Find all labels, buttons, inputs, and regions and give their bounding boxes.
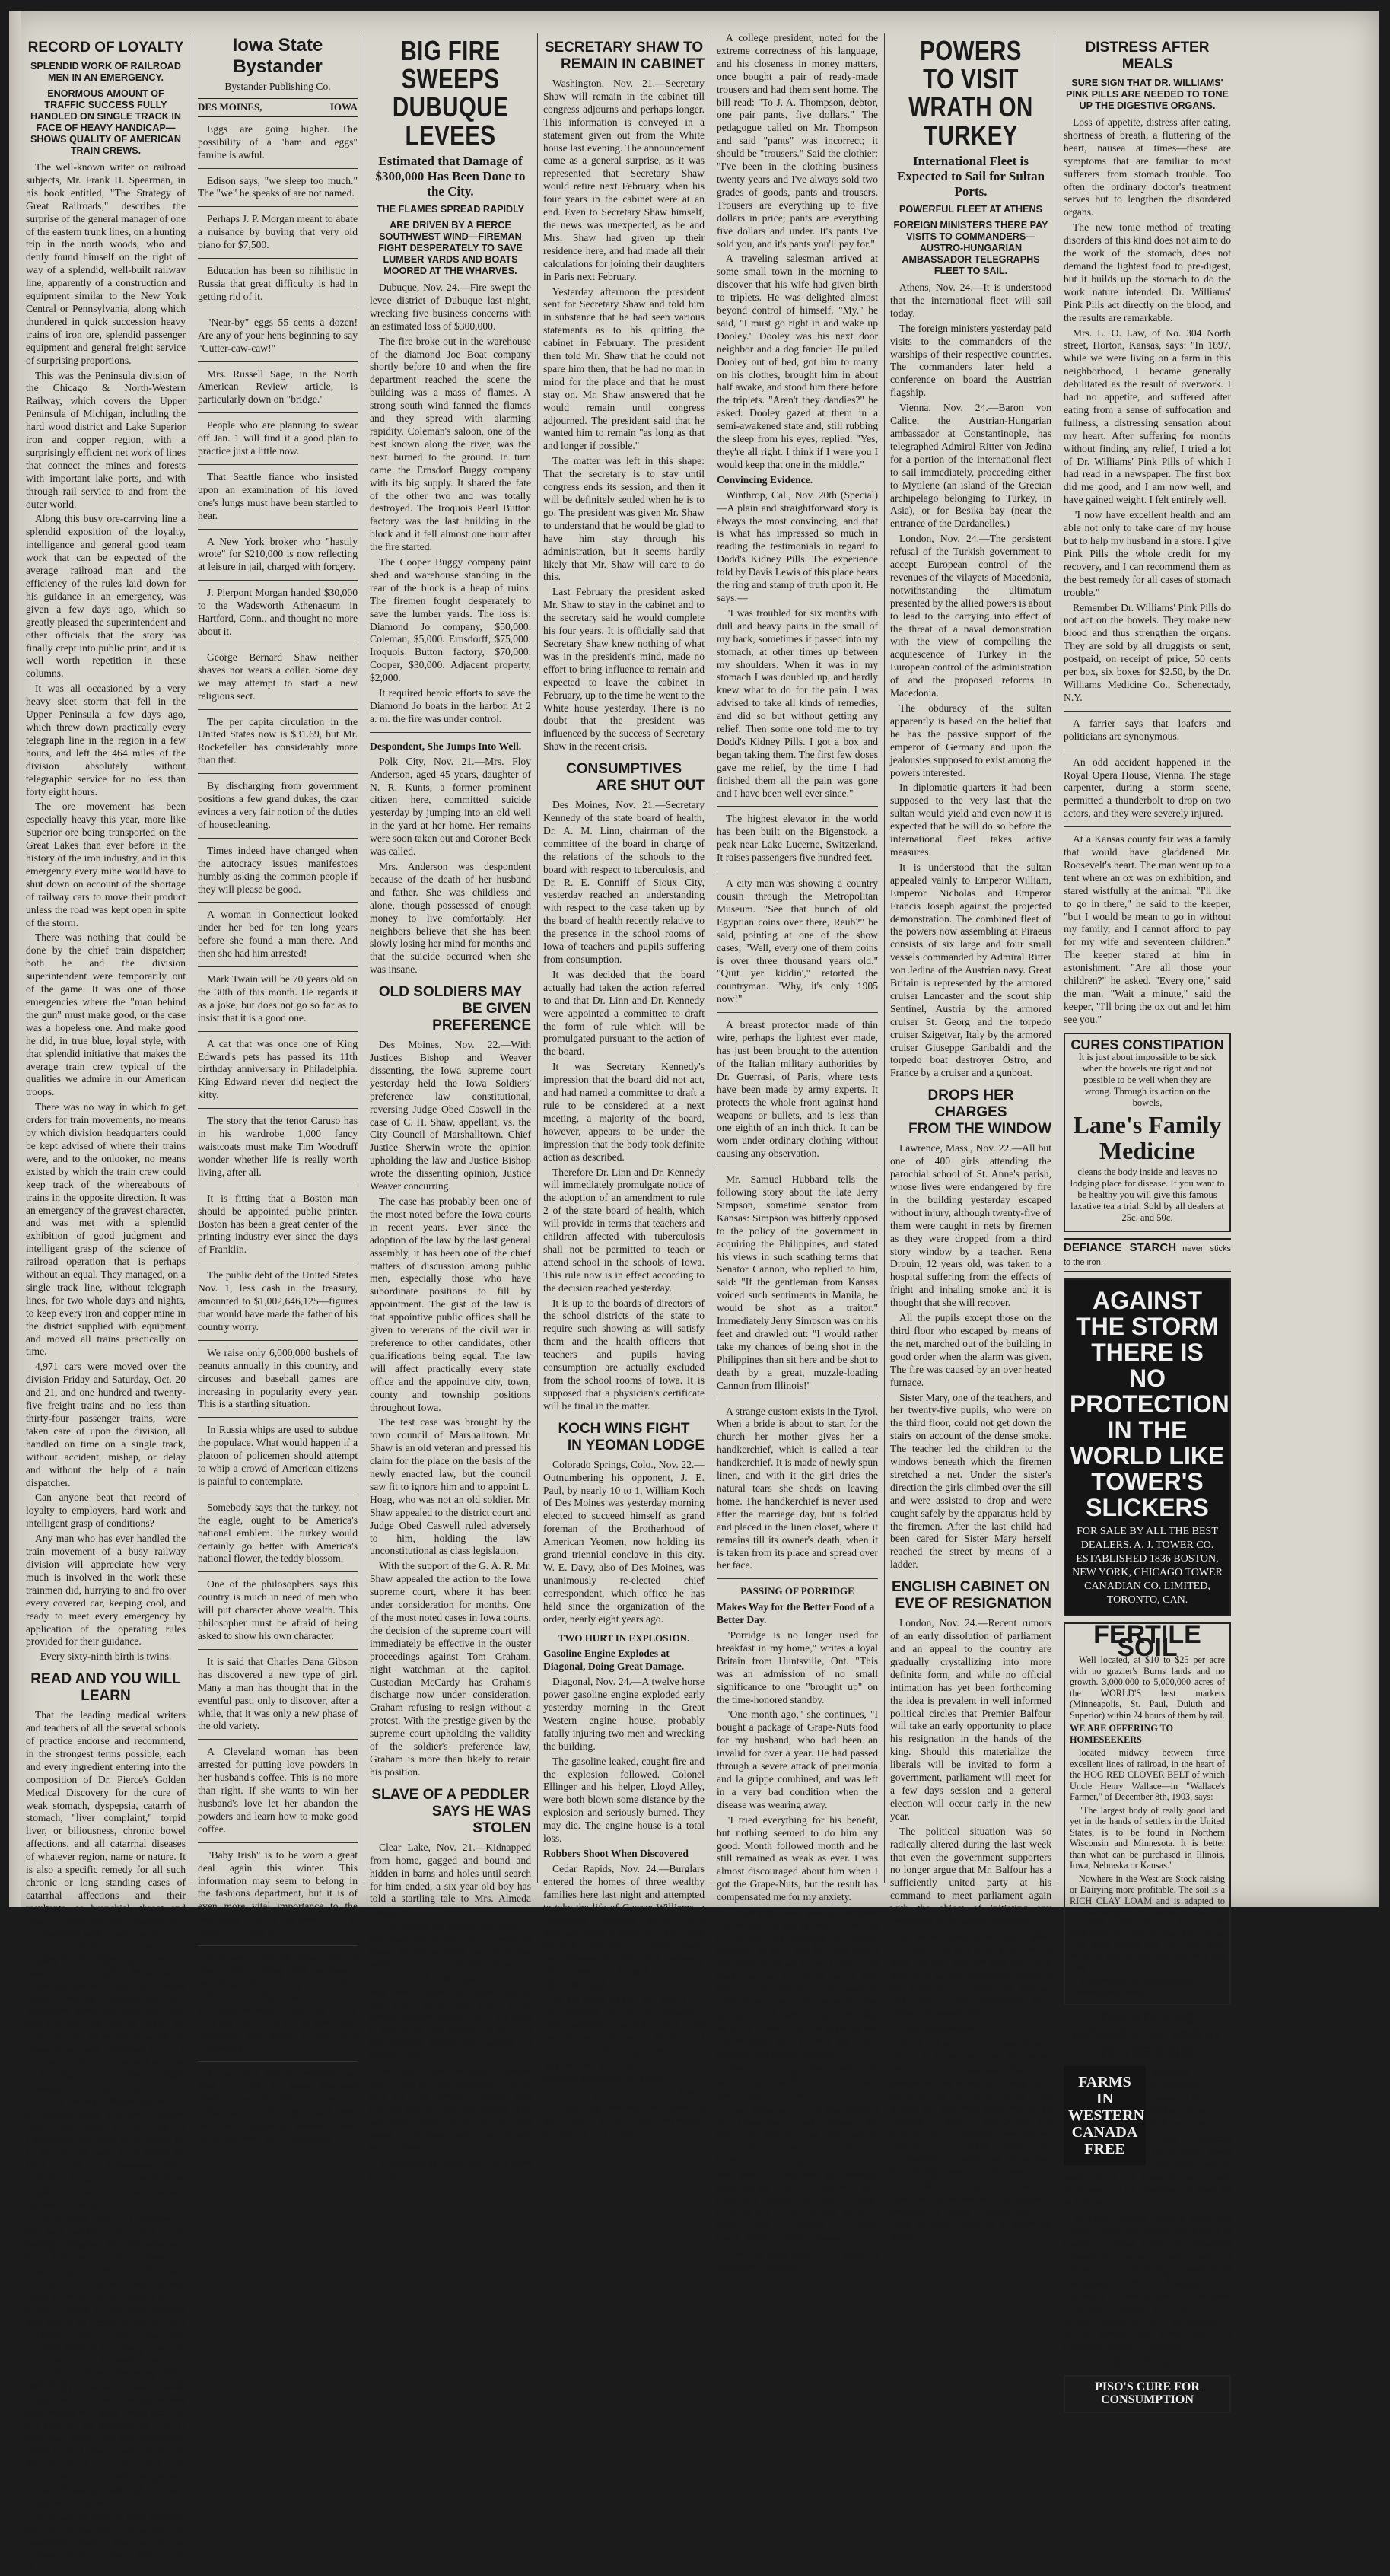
separator xyxy=(198,168,358,169)
editorial-paragraph: Edison says, "we sleep too much." The "we" he speaks of are not named. xyxy=(198,174,358,199)
editorial-paragraph: It is semi officially announced in Spain that nothing will be known regarding the marriage of King Alfonso until the king comes back from his journey to Vienna and Berlin. It is not likely that any of the lovely candidates will marry anybody else meanwhile. xyxy=(198,1952,358,2054)
headline-line: ENGLISH CABINET ON xyxy=(892,1579,1050,1596)
editorial-paragraph: J. Pierpont Morgan handed $30,000 to the Wadsworth Athenaeum in Hartford, Conn., and thought no more about it. xyxy=(198,587,358,637)
article-paragraph: There was no way in which to get orders for train movements, no means by which division headquarters could be kept advised of where their trains were, and to the onlooker, no means existed by which the train crew could keep track of the whereabouts of trains in the opposite direction. It was an emergency of the gravest character, and was met with a splendid exhibition of good judgment and intelligent grasp of the science of railroad operation that is perhaps without an equal. They managed, on a single track line, without telegraph lines, for two whole days and nights, to keep every iron and copper mine in the district supplied with equipment and moved all trains practically on time. xyxy=(26,1101,186,1358)
editorial-paragraph: "Near-by" eggs 55 cents a dozen! Are any of your hens beginning to say "Cutter-caw-caw!" xyxy=(198,316,358,354)
editorial-paragraph: It is said that Charles Dana Gibson has discovered a new type of girl. Many a man has thought that in the eventful past, only to discover, after a while, that it was only a new phase of the old variety. xyxy=(198,1655,358,1732)
article-paragraph: That the leading medical writers and teachers of all the several schools of practice endorse and recommend, in the strongest terms possible, each and every ingredient entering into the composition of Dr. Pierce's Golden Medical Discovery for the cure of weak stomach, dyspepsia, catarrh of stomach, "liver complaint," torpid liver, or biliousness, chronic bowel affections, and all catarrhal diseases of whatever region, name or nature. It is also a specific remedy for all such chronic or long standing cases of catarrhal affections and their resultants, as bronchial, throat and lung diseases (except consumption) accompanied with severe coughs. It is not so good for acute colds and coughs, but for lingering, or chronic cases it is especially efficacious in producing perfect cures. It contains Black Cherrybark, Golden Seal root, Bloodroot, Stone root, Mandrake root and Queen's root—all of which are highly praised as remedies for all the above mentioned affections by such eminent medical writers and teachers as Prof. Bartholow, of Jefferson Med. College; Prof. Hare, of the Univ. of Pa.; Prof. Finley Ellingwood, M. D., of Bennett Med. College, Chicago; Prof. John King, M. D., late of Cincinnati; Prof. John M. Scudder, M. D., late of Cincinnati; Prof. Edwin M. Hale, M. D., of Hahnemann Med. College, Chicago, and scores of others equally eminent in their several schools of practice. xyxy=(26,1709,186,2210)
separator xyxy=(198,1340,358,1341)
article-paragraph: Remember Dr. Williams' Pink Pills do not act on the bowels. They make new blood and thus strengthen the organs. They are sold by all druggists or sent, postpaid, on receipt of price, 50 cents per box, six boxes for $2.50, by the Dr. Williams Medicine Co., Schenectady, N.Y. xyxy=(1064,601,1231,703)
article-paragraph: "Porridge is no longer used for breakfast in my home," writes a loyal Britain from Huntsville, Ont. "This was an admission of no small significance to one "brought up" on the time-honored standby. xyxy=(717,1629,878,1705)
separator xyxy=(198,529,358,530)
article-paragraph: The gasoline leaked, caught fire and the explosion followed. Colonel Ellinger and his helper, Lloyd Alley, were both blown some distance by the explosion and seriously burned. They may die. The engine house is a total loss. xyxy=(543,1755,705,1845)
separator xyxy=(198,1031,358,1032)
headline: READ AND YOU WILL LEARN xyxy=(30,1671,181,1705)
article-paragraph: The fire broke out in the warehouse of the diamond Joe Boat company shortly before 10 and when the fire department reached the scene the building was a mass of flames. A strong south wind fanned the flames and they spread with alarming rapidity. Coleman's saloon, one of the best known along the river, was the next burned to the ground. In turn came the Ernsdorf Buggy company with its big supply. It shared the fate of the other two and was totally destroyed. The Iroquois Pearl Button factory was the last building in the block and it fell almost one hour after the fire started. xyxy=(370,335,531,553)
column-5 xyxy=(717,32,878,2272)
article-paragraph: Vienna, Nov. 24.—Baron von Calice, the Austrian-Hungarian ambassador at Constantinople, has telegraphed Admiral Ritter von Jedina for a portion of the international fleet to sail immediately, proceeding either to Mytilene (an island of the Grecian archipelago belonging to Turkey, in Asia), or for Besika bay (near the entrance of the Dardanelles.) xyxy=(890,402,1051,530)
headline xyxy=(370,984,531,1034)
article-paragraph: "In the one month that he has eaten Grape-Nuts he has gained 10 pounds in weight, his strength is rapidly returning to him, and he feels like a new man. Now we all eat Grape-Nuts food, and are the better for it. Our little 5 year old boy, who used to suffer from pains in the stomach after eating the old-fashioned porridge, has no more trouble since he began to use Grape-Nuts, and I have no more doctor's bills to pay for him. xyxy=(717,1906,878,2060)
article-paragraph: "Last Monday I ate 4 teaspoonfuls of Grape-Nuts and cream for breakfast, nothing else, then set to work and got my morning's work done by 9 o'clock, and felt less tired, much less, than if I had used my ordinary breakfast on meat, potatoes, etc., as I used to. I wouldn't be without Grape-Nuts in the house for any money." Name given by Postum Co., Battle Creek, Mich. There's a reason. xyxy=(717,2103,878,2244)
editorial-paragraph: One of the philosophers says this country is much in need of men who will put character above wealth. This philosopher must be afraid of being asked to show his own character. xyxy=(198,1578,358,1641)
article-paragraph: It required heroic efforts to save the Diamond Jo boats in the harbor. At 2 a. m. the fire was under control. xyxy=(370,687,531,724)
separator xyxy=(198,1417,358,1418)
ad-pisos-cure: PISO'S CURE FOR CONSUMPTION xyxy=(1064,2375,1231,2413)
column-3 xyxy=(370,32,531,2182)
editorial-paragraph: The public debt of the United States Nov. 1, less cash in the treasury, amounted to $1,002,646,125—figures that would have made the father of his country worry. xyxy=(198,1269,358,1333)
ad-title: TWENTY-FIVE BUSHELS OF WHEAT TO THE ACRE xyxy=(1073,2011,1222,2062)
headline: BIG FIRE SWEEPS DUBUQUE LEVEES xyxy=(392,35,509,151)
separator xyxy=(370,732,531,734)
article-paragraph: The "Golden Medical Discovery" is the only medicine put up for sale through druggists for like purposes, that has any such professional endorsement—worth more than any number of ordinary testimonials. Open publicity of its formula on the bottle wrapper is the best possible guaranty of its merits. A glance at this published formula will show that "Golden Medical Discovery" contains no poisonous or harmful agents and no alcohol—chemically pure, triple-refined glycerine being used instead. Glycerine is entirely unobjectionable and besides is a most useful agent in the cure of all stomach as well as bronchial, throat and lung affections. There is the highest medical authority for its use in all such cases. The "Discovery" is a concentrated glyceric extract of native, medicinal roots and is safe and reliable. xyxy=(26,2213,186,2508)
article-paragraph: At the home of Mr. and Mrs. C. F. Van Vechten the burglars secured a very valuable sealskin cloak and several cheap articles. At the home of Mr. and Mrs. B. F. Heins they took a large amount of silverware. xyxy=(543,1993,705,2070)
article-paragraph: Sister Mary, one of the teachers, and her twenty-five pupils, who were on the third floor, could not get down the stairs on account of the dense smoke. The teacher led the children to the windows beneath which the firemen stretched a net. Under the sister's direction the girls climbed over the sill and were assisted to drop and were caught safely by the apparatus held by the firemen. After the last child had been cared for Sister Mary herself reached the street by means of a ladder. xyxy=(890,1391,1051,1571)
article-paragraph: The highest elevator in the world has been built on the Bigenstock, a peak near Lake Lucerne, Switzerland. It raises passengers five hundred feet. xyxy=(717,813,878,864)
editorial-paragraph: By discharging from government positions a few grand dukes, the czar evinces a very fair notion of the duties of housecleaning. xyxy=(198,780,358,830)
ad-text: located midway between three excellent lines of railroad, in the heart of the HOG RED CLOVER BELT of which Uncle Henry Wallace—in "Wallace's Farmer," of December 8th, 1903, says: xyxy=(1070,1747,1225,1803)
article-paragraph: The new tonic method of treating disorders of this kind does not aim to do the work of the stomach, does not demand the lightest food to pre-digest, but it builds up the stomach to do the work nature intended. Dr. Williams' Pink Pills act directly on the blood, and the results are remarkable. xyxy=(1064,221,1231,323)
headline xyxy=(543,761,705,794)
editorial-paragraph: Education has been so nihilistic in Russia that great difficulty is had in getting rid of it. xyxy=(198,265,358,302)
separator xyxy=(198,966,358,967)
article-paragraph: A college president, noted for the extreme correctness of his language, and his closeness in money matters, once bought a pair of ready-made trousers and had them sent home. The bill read: "To J. A. Thompson, debtor, one pair pants, five dollars." The pedagogue called on Mr. Thompson and said "pants" was incorrect; it should be "trousers." Said the clothier: "I've been in the clothing business twenty years and I've always sold two grades of goods, pants and trousers. Trousers are everything up to five dollars in price; pants are everything five dollars and under. It's pants I've sold you, and it's pants you'll pay for." xyxy=(717,32,878,250)
headline-line: IN YEOMAN LODGE xyxy=(567,1437,705,1454)
ad-text: Nowhere in the West are Stock raising or Dairying more profitable. The soil is a RICH CLAY LOAM and is adapted to the growing of immense crops of CLOVER, TIMOTHY and ALL TAME GRASSES. The size of these lands is the way YOU should buy your land now. Write us and we will tell you why and how. xyxy=(1070,1873,1225,1973)
article-paragraph: He claims that the peddler makes him follow the wagon selling the pins, that he was beaten, abused, half starved and his life threatened. The youngster cannot remember his right name or his home town, from which he was stolen. xyxy=(370,2065,531,2154)
headline xyxy=(890,1579,1051,1613)
separator xyxy=(198,464,358,465)
ad-heading: WE ARE OFFERING TO HOMESEEKERS xyxy=(1070,1723,1174,1745)
article-paragraph: 4,971 cars were moved over the division Friday and Saturday, Oct. 20 and 21, and one hundred and twenty-five freight trains and no less than thirty-four passenger trains, were taken care of upon the division, all handled on time on a single track, without accident, mishap, or delay and without the help of a train dispatcher. xyxy=(26,1361,186,1489)
article-paragraph: "I now have excellent health and am able not only to take care of my house but to help my husband in a store. I give Pink Pills the whole credit for my recovery, and I can recommend them as the best remedy for all cases of stomach trouble." xyxy=(1064,509,1231,598)
editorial-paragraph: People who are planning to swear off Jan. 1 will find it a good plan to practice just a little now. xyxy=(198,419,358,457)
article-paragraph: Des Moines, Nov. 22.—With Justices Bishop and Weaver dissenting, the Iowa supreme court yesterday held the Iowa Soldiers' preference law constitutional, reversing Judge Obed Caswell in the case of C. H. Shaw, appellant, vs. the City Council of Marshalltown. Chief Justice Sherwin wrote the opinion upholding the law and Justice Bishop wrote the dissenting opinion, Justice Weaver concurring. xyxy=(370,1039,531,1192)
article-paragraph: Dubuque, Nov. 24.—Fire swept the levee district of Dubuque last night, wrecking five business concerns with an estimated loss of $300,000. xyxy=(370,282,531,332)
ad-towers-slickers xyxy=(1064,1278,1231,1616)
deck: International Fleet is Expected to Sail for Sultan Ports. xyxy=(896,154,1045,199)
article-paragraph: The case has probably been one of the most noted before the Iowa courts in recent years. Ever since the adoption of the law by the last general assembly, it has been one of the chief matters of discussion among public men, especially those who have subordinate positions to fill by appointment. The gist of the law is that appointive public offices shall be given to veterans of the civil war in preference to other candidates, other qualifications being equal. The law will affect practically every state office and the appointive city, town, county and township positions throughout Iowa. xyxy=(370,1196,531,1413)
article-paragraph: Mrs. L. O. Law, of No. 304 North street, Horton, Kansas, says: "In 1897, while we were living on a farm in this neighborhood, I became generally debilitated as the result of overwork. I had no appetite, and suffered after eating from a sense of suffocation and fullness, a distressing sensation about my heart. After suffering for months without finding any relief, I tried a lot of Dr. Williams' Pink Pills of which I had read in a newspaper. The first box did me good, and I am now well, and have gained weight. I felt entirely well. xyxy=(1064,326,1231,506)
headline xyxy=(543,1421,705,1454)
headline-line: SAYS HE WAS STOLEN xyxy=(431,1803,531,1836)
separator xyxy=(198,773,358,774)
column-1 xyxy=(26,32,186,2575)
editorial-paragraph: Actors in a western company are now required to wear fireproof whiskers because their place are too inflammatory. When the smell drifts over the footlights the audience wants to fire the proof of the cigarettes. xyxy=(198,2068,358,2144)
section-heading: Convincing Evidence. xyxy=(717,473,813,486)
article-paragraph: The matter was left in this shape: That the secretary is to stay until congress ends its session, and then it will be definitely settled when he is to go. The president was given Mr. Shaw to understand that he would be glad to have him stay through his administration, but it seems hardly likely that Mr. Shaw will care to do this. xyxy=(543,455,705,583)
editorial-paragraph: Eggs are going higher. The possibility of a "ham and eggs" famine is awful. xyxy=(198,123,358,161)
separator xyxy=(198,902,358,903)
ad-text: The Canadian Government gives absolutely free to every settler 160 acres of land. Lands adjoining can be purchased at from $6 to $10 per acre. xyxy=(1064,2132,1231,2209)
headline xyxy=(370,1787,531,1837)
article-paragraph: Loss of appetite, distress after eating, shortness of breath, a fluttering of the heart, nausea at times—these are symptoms that are familiar to most sufferers from stomach trouble. Too often the ordinary doctor's treatment serves but to lengthen the disordered organs. xyxy=(1064,116,1231,218)
separator xyxy=(198,838,358,839)
editorial-paragraph: The per capita circulation in the United States now is $31.69, but Mr. Rockefeller has considerably more than that. xyxy=(198,715,358,766)
column-6 xyxy=(890,32,1051,2243)
editorial-paragraph: The story that the tenor Caruso has in his wardrobe 1,000 fancy waistcoats must make Tim Woodruff wonder whether life is really worth living, after all. xyxy=(198,1115,358,1178)
masthead-title: Iowa State Bystander xyxy=(232,35,323,77)
masthead-state: IOWA xyxy=(329,100,358,113)
article-paragraph: A breast protector made of thin wire, perhaps the lightest ever made, has just been brought to the attention of the Italian military authorities by Dr. Guerrasi, of Paris, where tests have been made by army experts. It protects the whole front against hand weapons or bullets, and is less than one eighth of an inch thick. It can be worn under ordinary clothing without causing any observation. xyxy=(717,1019,878,1160)
editorial-paragraph: Mark Twain will be 70 years old on the 30th of this month. He regards it as a joke, but does not go so far as to insist that it is a good one. xyxy=(198,973,358,1024)
article-paragraph: It was Secretary Kennedy's impression that the board did not act, and had named a committee to draft a rule to be considered at a next meeting, a majority of the board, however, appears to be under the impression that the body took definite action as described. xyxy=(543,1061,705,1163)
article-paragraph: Cedar Rapids, Nov. 24.—Burglars entered the homes of three wealthy families here last night and attempted to take the life of George Williams, a prominent brewer's agent, who surprised them in their efforts to crack the safe containing the family jewels and silverware. The shot narrowly missed him and lodged in a picture above his head. xyxy=(543,1862,705,1991)
editorial-paragraph: Somebody says that the turkey, not the eagle, ought to be America's national emblem. The turkey would certainly go better with America's national flower, the teddy blossom. xyxy=(198,1501,358,1565)
deck: ENORMOUS AMOUNT OF TRAFFIC SUCCESS FULLY HANDLED ON SINGLE TRACK IN FACE OF HEAVY HANDICAP—SHOWS QUALITY OF AMERICAN TRAIN CREWS. xyxy=(30,88,181,156)
article-paragraph: A city man was showing a country cousin through the Metropolitan Museum. "See that bunch of old Egyptian coins over there, Reub?" he said, pointing at one of the show cases; "Well, every one of them coins is over three thousand years old." "Quit yer kiddin'," retorted the countryman. "Why, it's only 1905 now!" xyxy=(717,877,878,1005)
article-paragraph: London, Nov. 24.—Recent rumors of an early dissolution of parliament and an appeal to the country are gradually crystallizing into more definite form, and while no official intimation has yet been forthcoming the idea is prevalent in well informed political circles that Premier Balfour will take an early opportunity to place his resignation in the hands of the king. Should this materialize the liberals will be invited to form a government, parliament will meet for a few days session and a general election will occur early in the new year. xyxy=(890,1617,1051,1822)
ad-product-name: Lane's Family Medicine xyxy=(1073,1110,1222,1164)
editorial-paragraph: In Russia whips are used to subdue the populace. What would happen if a platoon of policemen should attempt to whip a crowd of American citizens is painful to contemplate. xyxy=(198,1424,358,1487)
dateline-row xyxy=(198,98,358,117)
separator xyxy=(198,709,358,710)
column-rule xyxy=(884,33,885,1883)
ad-fertile-soil xyxy=(1064,1622,1231,2005)
article-paragraph: Diagonal, Nov. 24.—A twelve horse power gasoline engine exploded early yesterday morning in the Great Western engine house, probably fatally injuring two men and wrecking the building. xyxy=(543,1676,705,1752)
article-paragraph: "One month ago," she continues, "I bought a package of Grape-Nuts food for my husband, who had been an invalid for over a year. He had passed through a severe attack of pneumonia and la grippe combined, and was left in a very bad condition when the disease was wearing away. xyxy=(717,1708,878,1810)
ad-lanes-family-medicine xyxy=(1064,1033,1231,1232)
ad-text: FOR SALE BY ALL THE BEST DEALERS. A. J. TOWER CO. ESTABLISHED 1836 BOSTON, NEW YORK, CHICAGO TOWER CANADIAN CO. LIMITED, TORONTO, CAN. xyxy=(1072,1526,1223,1606)
article-paragraph: Mrs. Anderson was despondent because of the death of her husband and father. She was childless and alone, though possessed of enough money to live comfortably. Her neighbors believe that she has been slowly losing her mind for months and that the suicide occurred when she was insane. xyxy=(370,860,531,976)
subheadline: THE FLAMES SPREAD RAPIDLY xyxy=(376,204,525,215)
ad-contact: L. A. Howard, 502 Oneida Blk., Minneapolis, Minn. xyxy=(1070,1975,1194,1997)
headline-line: KOCH WINS FIGHT xyxy=(558,1420,690,1437)
newspaper-page xyxy=(9,11,1379,2575)
article-paragraph: Polk City, Nov. 21.—Mrs. Floy Anderson, aged 45 years, daughter of N. R. Kunts, a former prominent citizen here, committed suicide yesterday by jumping into an old well in the yard at her home. Her remains were soon taken out and Coroner Beck was called. xyxy=(370,755,531,858)
column-rule xyxy=(537,33,538,1883)
article-paragraph: The lad told the woman that three or four years ago he was enticed from his home at Cedar Falls by an Italian peddler, who coaxed him from his mother's yard with peanuts. When it was safe to give the Italian gagged him and carried him away. After several months, during which he lived in out of the way places, the lad says the peddler ended his journey at Mason City. xyxy=(370,1921,531,2062)
article-paragraph: Read the little book, "The Road to Wellville," in pkgs. xyxy=(717,2247,878,2272)
article-paragraph: Therefore Dr. Linn and Dr. Kennedy will immediately promulgate notice of the adoption of an amendment to rule 2 of the state board of health, which will provide in terms that teachers and children affected with tuberculosis shall not be permitted to teach or attend school in the schools of Iowa. This rule now is in effect according to the decision reached yesterday. xyxy=(543,1166,705,1294)
headline-line: REMAIN IN CABINET xyxy=(561,56,705,72)
separator xyxy=(1064,711,1231,712)
editorial-paragraph: That Seattle fiance who insisted upon an examination of his loved one's lungs must have been startled to hear. xyxy=(198,470,358,521)
section-heading: Despondent, She Jumps Into Well. xyxy=(370,740,522,752)
editorial-paragraph: A cat that was once one of King Edward's pets has passed its 11th birthday anniversary in Philadelphia. King Edward never did neglect the kitty. xyxy=(198,1037,358,1101)
ad-title: CURES CONSTIPATION xyxy=(1070,1036,1224,1052)
separator xyxy=(717,1012,878,1013)
article-paragraph: The foreign ministers yesterday paid visits to the commanders of the warships of their respective countries. The commanders later held a conference on board the Austrian flagship. xyxy=(890,322,1051,399)
article-paragraph: The ore movement has been especially heavy this year, more like Superior ore being transported on the Great Lakes than ever before in the history of the iron industry, and in this emergency every mine would have to shut down on account of the shortage of railway cars to move their product unless the road was kept open in spite of the storm. xyxy=(26,801,186,928)
headline-line: DROPS HER CHARGES xyxy=(927,1087,1014,1121)
ad-text: Means a productive capacity in dollars of over $16 per acre. xyxy=(1152,2066,1216,2129)
separator xyxy=(198,1649,358,1650)
publisher: Bystander Publishing Co. xyxy=(224,81,331,92)
article-paragraph: "We use Grape-Nuts with only sweet cream, and find it the most tasty dish in our bill of fare. xyxy=(717,2062,878,2100)
headline-line: BE GIVEN PREFERENCE xyxy=(432,1001,531,1034)
page-edge xyxy=(9,11,21,1907)
separator xyxy=(198,1108,358,1109)
headline: DISTRESS AFTER MEALS xyxy=(1085,40,1210,72)
separator xyxy=(198,258,358,259)
article-paragraph: Tokio, Nov. 23.—An eye-witness who left Vladivostok on November 18, reports at Nagasaki that four besides all the stores are scanty there owing to the destruction of the store houses and that only sufficient barley remains to support the people for twenty days. Another eye-witness reports that, when they left Vladivostok on November 20, no port that rioting has ceased there. The streets there, he says, are a mass of debris and blood stains are in evidence everywhere. Many corpses are still lying exposed, forming a gruesome sight. xyxy=(890,2038,1051,2243)
article-paragraph: Athens, Nov. 24.—It is understood that the international fleet will sail today. xyxy=(890,282,1051,319)
article-paragraph: An odd accident happened in the Royal Opera House, Vienna. The stage carpenter, during a storm scene, permitted a thunderbolt to drop on two actors, and they were severely injured. xyxy=(1064,756,1231,820)
article-paragraph: Any man who has ever handled the train movement of a busy railway division will appreciate how very much is involved in the work these trainmen did, hurrying to and fro over every covered car, keeping cool, and ready to meet every emergency by application of the operating rules provided for their guidance. xyxy=(26,1533,186,1648)
deck: ARE DRIVEN BY A FIERCE SOUTHWEST WIND—FIREMAN FIGHT DESPERATELY TO SAVE LUMBER YARDS AND BOATS MOORED AT THE WHARVES. xyxy=(378,220,523,276)
section-heading: Robbers Shoot When Discovered xyxy=(543,1848,689,1859)
separator xyxy=(717,806,878,807)
article-paragraph: Mr. Samuel Hubbard tells the following story about the late Jerry Simpson, sometime senator from Kansas: Simpson was bitterly opposed to the policy of the government in acquiring the Philippines, and stated his views in such scathing terms that Senator Cannon, who replied to him, said: "If the gentleman from Kansas voiced such sentiments in Manila, he would be shot as a traitor." Immediately Jerry Simpson was on his feet and drawled out: "I would rather take my chances of being shot in the Philippines than sit here and be shot to death by a great, muzzle-loading Cannon from Illinois!" xyxy=(717,1173,878,1391)
article-paragraph: Yesterday afternoon the president sent for Secretary Shaw and told him in substance that he had seen various statements as to his quitting the cabinet in February. The president then told Mr. Shaw that he could not spare him then, that he had no man in mind for the place and that he must stay on. Mr. Shaw answered that he would remain until congress adjourned. The president said that he wanted him to remain "as long as that and longer if possible." xyxy=(543,285,705,452)
article-paragraph: It was all occasioned by a very heavy sleet storm that fell in the Upper Peninsula a few days ago, which threw down practically every telegraph line in the region in a few hours, and left the 464 miles of the division absolutely without telegraphic service for no less than forty eight hours. xyxy=(26,683,186,798)
separator xyxy=(198,1739,358,1740)
article-paragraph: Lawrence, Mass., Nov. 22.—All but one of 400 girls attending the parochial school of St. Anne's parish, whose lives were endangered by fire in the building yesterday escaped without injury, although twenty-five of them were caught in nets by firemen as they were dropped from a third story window by a teacher. Rena Drouin, 12 years old, was taken to a hospital suffering from the effects of fright and inhaling smoke and it is thought that she will recover. xyxy=(890,1142,1051,1309)
separator xyxy=(717,1578,878,1579)
ad-quote: "The largest body of really good land yet in the hands of settlers in the United States, is to be found in Northern Wisconsin and Minnesota. It is better than what can be purchased in Illinois, Iowa, Nebraska or Kansas." xyxy=(1070,1804,1225,1871)
headline-line: CONSUMPTIVES xyxy=(565,761,682,778)
article-paragraph: The obduracy of the sultan apparently is based on the belief that he has the passive support of the emperor of Germany and upon the jealousies supposed to exist among the powers interested. xyxy=(890,702,1051,779)
separator xyxy=(198,206,358,207)
article-paragraph: A booklet of extracts from eminent, medical authorities, endorsing its ingredients mailed free on request. Address Dr. R. V. Pierce, Buffalo, N. Y. xyxy=(26,2511,186,2575)
headline xyxy=(543,40,705,73)
editorial-paragraph: George Bernard Shaw neither shaves nor wears a collar. Some day we may attempt to start a new religious sect. xyxy=(198,651,358,702)
article-paragraph: Sioux City, Nov. 24.—W. F. Nolan of Sioux City was shot and killed on his ranch in Horse Creek, Wyoming, by Mrs. W. T. Thomas. xyxy=(543,2088,705,2139)
headline-line: ARE SHUT OUT xyxy=(596,778,705,794)
article-paragraph: Washington, Nov. 21.—Secretary Shaw will remain in the cabinet till congress adjourns and perhaps longer. This information is conveyed in a statement given out from the White house last evening. The announcement came as a general surprise, as it was represented that Secretary Shaw would retire next February, when his four years in the cabinet were at an end. Even to Secretary Shaw himself, the news was unexpected, as he and Mrs. Shaw had given up their residence here, and had made all their calculations for joining their daughters in Paris next February. xyxy=(543,78,705,282)
section-heading: Gasoline Engine Explodes at Diagonal, Doing Great Damage. xyxy=(543,1648,685,1673)
article-paragraph: A strange custom exists in the Tyrol. When a bride is about to start for the church her mother gives her a handkerchief, which is called a tear handkerchief. It is made of newly spun linen, and with it the girl dries the natural tears she sheds on leaving home. The handkerchief is never used after the marriage day, but is folded and placed in the linen closet, where it remains till its owner's death, when it is taken from its place and spread over her face. xyxy=(717,1405,878,1571)
editorial-paragraph: Times indeed have changed when the autocracy issues manifestoes humbly asking the common people if they will please be good. xyxy=(198,844,358,895)
separator xyxy=(198,1945,358,1946)
article-paragraph: There was nothing that could be done by the chief train dispatcher; both he and the division superintendent were temporarily out of the game. It was one of those emergencies where the "man behind the gun" must make good, or the case was a hopeless one. And make good he did, in true blue, loyal style, with that splendid initiative that makes the average train crew typical of the qualities we admire in our American troops. xyxy=(26,931,186,1098)
headline-line: FROM THE WINDOW xyxy=(908,1121,1051,1138)
article-paragraph: The well-known writer on railroad subjects, Mr. Frank H. Spearman, in his book entitled, "The Strategy of Great Railroads," describes the surprise of the general manager of one of the eastern trunk lines, on a hunting trip in the north woods, who and denly found himself on the right of way of a splendid, well-built railway line, apparently of a construction and equipment similar to the New York Central or Pennsylvania, along which thundered in quick succession heavy trains of iron ore, splendid passenger equipment and general freight service of surprising proportions. xyxy=(26,161,186,366)
separator xyxy=(198,1571,358,1572)
editorial-paragraph: Mrs. Russell Sage, in the North American Review article, is particularly down on "bridge." xyxy=(198,368,358,406)
deck: SURE SIGN THAT DR. WILLIAMS' PINK PILLS ARE NEEDED TO TONE UP THE DIGESTIVE ORGANS. xyxy=(1066,78,1229,111)
masthead-city: DES MOINES, xyxy=(198,100,262,113)
article-paragraph: Authorities at Cedar Falls have been notified. xyxy=(370,2157,531,2182)
article-paragraph: A traveling salesman arrived at some small town in the morning to discover that his wife had given birth to triplets. He was delighted almost beyond control of himself. "My," he said, "I must go right in and wake up Dooley." Dooley was his next door neighbor and a dog fancier. He pulled Dooley out of bed, got him to marry on his clothes, brought him in about half awake, and stood him there before the triplets. "Aren't they dandies?" he asked. Dooley gazed at them in a semi-awakened state and, still rubbing the sleep from his eyes, replied: "Yes, they're all right. I think if I were you I would keep that one in the middle." xyxy=(717,253,878,470)
headline-line: SLAVE OF A PEDDLER xyxy=(371,1786,530,1803)
column-4 xyxy=(543,32,705,2139)
article-paragraph: Winthrop, Cal., Nov. 20th (Special)—A plain and straightforward story is always the most convincing, and that is what has impressed so much in reading the testimonials in regard to Dodd's Kidney Pills. The experience told by Davis Lewis of this place bears the ring and stamp of truth upon it. He says:— xyxy=(717,489,878,603)
ad-text: cleans the body inside and leaves no lodging place for disease. If you want to be healthy you will give this famous laxative tea a trial. Sold by all dealers at 25c. and 50c. xyxy=(1070,1166,1225,1223)
article-paragraph: Colorado Springs, Colo., Nov. 22.—Outnumbering his opponent, J. E. Paul, by nearly 10 to 1, William Koch of Des Moines was yesterday morning elected to succeed himself as grand foreman of the Brotherhood of American Yeomen, now holding its grand triennial conclave in this city. W. E. Davy, also of Des Moines, was unanimously re-elected chief correspondent, which office he has held since the organization of the order, nearly eight years ago. xyxy=(543,1458,705,1625)
article-paragraph: London, Nov. 24.—The persistent refusal of the Turkish government to accept European control of the revenues of the vilayets of Macedonia, notwithstanding the ultimatum presented by the allied powers is about to lead to the carrying into effect of the threat of a naval demonstration with the view of compelling the acquiescence of Turkey in the European control of the administration of and the proposed reforms in Macedonia. xyxy=(890,533,1051,699)
article-paragraph: It is up to the boards of directors of the school districts of the state to require such showing as will satisfy them and the health officers that teachers and pupils having consumption are actually excluded from the school rooms of Iowa. It is supposed that a physician's certificate will be final in the matter. xyxy=(543,1297,705,1412)
ad-title: FERTILE SOIL xyxy=(1093,1620,1201,1663)
separator xyxy=(198,580,358,581)
article-paragraph: "I tried everything for his benefit, but nothing seemed to do him any good. Month followed month and he still remained as weak as ever. I was almost discouraged about him when I got the Grape-Nuts, but the result has compensated me for my anxiety. xyxy=(717,1813,878,1903)
article-paragraph: Along this busy ore-carrying line a splendid exposition of the loyalty, intelligence and general good team work that can be expected of the average railroad man and the efficiency of the rules laid down for his guidance in an emergency, was given a few days ago, which so greatly pleased the superintendent and other officials that the story has finally crept into public print, and it is well worth repetition in these columns. xyxy=(26,513,186,680)
editorial-paragraph: A Cleveland woman has been arrested for putting love powders in her husband's coffee. This is no more than right. If she wants to win her husband's love let her abandon the powders and learn how to make good coffee. xyxy=(198,1746,358,1835)
section-heading: Woman Murders an Iowan xyxy=(543,2073,663,2085)
ad-note: (Mention this paper.) xyxy=(1103,2356,1191,2368)
editorial-paragraph: We raise only 6,000,000 bushels of peanuts annually in this country, and circuses and baseball games are increasing in popularity every year. This is a startling situation. xyxy=(198,1346,358,1410)
article-paragraph: This was the Peninsula division of the Chicago & North-Western Railway, which covers the Upper Peninsula of Michigan, including the hard wood district and Lake Superior iron and copper region, with a surprisingly efficient net work of lines that connect the mines and forests with important lake ports, and with through rail service to and from the outer world. xyxy=(26,369,186,510)
section-heading: PASSING OF PORRIDGE xyxy=(740,1585,854,1597)
ad-title: DEFIANCE STARCH xyxy=(1064,1240,1177,1254)
article-paragraph: A cabinet meeting has been called for today. This will be only the second held this fall, and the fact that there have been so few conferences between the ministers is taken as another indication of the imminence of a change of government. xyxy=(890,1930,1051,2020)
ad-text: Well located, at $10 to $25 per acre with no grazier's Burns lands and no growth. 3,000,000 to 5,000,000 acres of the WORLD'S best markets (Minneapolis, St. Paul, Duluth and Superior) within 24 hours of them by rail. xyxy=(1070,1654,1225,1721)
headline: POWERS TO VISIT WRATH ON TURKEY xyxy=(908,35,1033,151)
article-paragraph: A farrier says that loafers and politicians are synonymous. xyxy=(1064,717,1231,742)
column-2 xyxy=(198,32,358,2144)
editorial-paragraph: "Baby Irish" is to be worn a great deal again this winter. This information may seem to belong in the fashions department, but it is of even more vital importance to the purveyors than to the wearers. It is beautiful, costly stuff. xyxy=(198,1848,358,1938)
section-heading: TWO HURT IN EXPLOSION. xyxy=(558,1632,690,1644)
article-paragraph: Des Moines, Nov. 21.—Secretary Kennedy of the state board of health, Dr. A. M. Linn, chairman of the committee of the board in charge of the relations of the schools to the board with respect to tuberculosis, and Dr. R. E. Conniff of Sioux City, yesterday reached an understanding with respect to the case taken up by the board of health recently relative to the presence in the school rooms of Iowa of teachers and pupils suffering from consumption. xyxy=(543,799,705,965)
ad-note: never sticks to the iron. xyxy=(1064,1243,1231,1267)
article-paragraph: Last February the president asked Mr. Shaw to stay in the cabinet and to the secretary said he would complete his four years. It is officially said that Secretary Shaw knew nothing of what was in the president's mind, made no effort to bring influence to remain and expected to leave the cabinet in February, up to the time he went to the White house yesterday. There is no doubt that the president was influenced by the success of Secretary Shaw in the recent crisis. xyxy=(543,586,705,753)
headline: RECORD OF LOYALTY xyxy=(27,40,184,56)
separator xyxy=(1064,826,1231,827)
ad-text: Already 175,000 farmers from the United States have made their homes in Canadian wheat land. For pamphlet "Twentieth Century Canada" and all information apply to Superintendent of Immigration, Ottawa, Canada, or to following authorized Canadian Government Agent—E. T. Holmes, 315 Jackson Street, St. Paul, Minnesota, or W. V. Bennett, 801 New York Life Building, Omaha, Nebraska. xyxy=(1064,2212,1231,2353)
column-7 xyxy=(1064,32,1231,2406)
article-paragraph: The Cooper Buggy company paint shed and warehouse standing in the rear of the block is a heap of ruins. The firemen fought desperately to save the lumber yards. The loss is: Diamond Jo company, $50,000. Coleman, $5,000. Ernsdorff, $75,000. Iroquois Button factory, $70,000. Cooper, $30,000. Adjacent property, $2,000. xyxy=(370,556,531,684)
article-paragraph: In diplomatic quarters it had been supposed to the very last that the sultan would yield and even now it is expected that he will do so before the international fleet takes active measures. xyxy=(890,782,1051,858)
article-paragraph: All the pupils except those on the third floor who escaped by means of the net, marched out of the building in good order when the alarm was given. The fire was caused by an over heated furnace. xyxy=(890,1312,1051,1388)
section-heading: Makes Way for the Better Food of a Better Day. xyxy=(717,1601,875,1626)
article-paragraph: The test case was brought by the town council of Marshalltown. Mr. Shaw is an old veteran and pressed his claim for the place on the basis of the newly enacted law, but the council saw fit to ignore him and to appoint L. Hoag, who was not an old soldier. Mr. Shaw appealed to the district court and Judge Obed Caswell ruled adversely to him, holding the law unconstitutional as class legislation. xyxy=(370,1416,531,1557)
subheadline: POWERFUL FLEET AT ATHENS xyxy=(899,204,1042,215)
headline xyxy=(890,1087,1051,1138)
article-paragraph: It was decided that the board actually had taken the action referred to and that Dr. Linn and Dr. Kennedy were appointed a committee to draft the form of rule which will be promulgated pursuant to the action of the board. xyxy=(543,968,705,1058)
editorial-paragraph: It is fitting that a Boston man should be appointed public printer. Boston has been a great center of the printing industry ever since the days of Franklin. xyxy=(198,1192,358,1256)
article-paragraph: The political situation was so radically altered during the last week that even the government supporters no longer argue that Mr. Balfour has a sufficiently united party at his command to meet parliament again with the object of initiating any legislation to the public advantage. xyxy=(890,1825,1051,1928)
subheadline: SPLENDID WORK OF RAILROAD MEN IN AN EMERGENCY. xyxy=(30,61,181,83)
section-heading: Ruin at Vladivostok xyxy=(890,2023,979,2035)
headline-line: OLD SOLDIERS MAY xyxy=(378,984,523,1001)
separator xyxy=(198,1842,358,1843)
article-paragraph: Can anyone beat that record of loyalty to employers, hard work and intelligent grasp of conditions? xyxy=(26,1492,186,1530)
ad-defiance-starch xyxy=(1064,1238,1231,1273)
article-paragraph: "I was troubled for six months with dull and heavy pains in the small of my back, sometimes it passed into my stomach, at other times up between my shoulders. When it was in my stomach I was doubled up, and hardly knew what to do for the pain. I was advised to take all kinds of remedies, and did so but without getting any relief. Then some one told me to try Dodd's Kidney Pills. I got a box and began taking them. The first few doses gave me relief, by the time I had finished them all the pain was gone and I have been well ever since." xyxy=(717,607,878,799)
separator xyxy=(198,412,358,413)
article-paragraph: With the support of the G. A. R. Mr. Shaw appealed the action to the Iowa supreme court, where it has been under consideration for months. One of the most noted cases in Iowa courts, the decision of the supreme court will immediately be effective in the ouster proceedings against Tom Graham, night watchman at the capitol. Custodian McCardy has Graham's discharge now under consideration, Graham refusing to resign without a protest. With the prestige given by the supreme court upholding the validity of the soldier's preference law, Graham is more than likely to retain his position. xyxy=(370,1560,531,1778)
ad-canada-box: FARMS IN WESTERN CANADA FREE xyxy=(1064,2066,1146,2165)
article-paragraph: It is understood that the sultan appealed vainly to Emperor William, Emperor Nicholas and Emperor Francis Joseph against the projected demonstration. The combined fleet of the powers now assembling at Piraeus consists of six large and four small vessels commanded by Admiral Ritter von Jedina of the Austrian navy. Great Britain is represented by the armored cruiser Lancaster and the scout ship Sentinel, Austria by the armored cruiser St. Georg and the torpedo cruiser Szigetvar, Italy by the armored cruiser Giuseppe Garibaldi and the torpedo boat destroyer Ostro, and France by a cruiser and a gunboat. xyxy=(890,861,1051,1079)
deck: FOREIGN MINISTERS THERE PAY VISITS TO COMMANDERS—AUSTRO-HUNGARIAN AMBASSADOR TELEGRAPHS FLEET TO SAIL. xyxy=(893,220,1048,276)
separator xyxy=(198,2061,358,2062)
editorial-paragraph: Perhaps J. P. Morgan meant to abate a nuisance by buying that very old piano for $7,500. xyxy=(198,213,358,251)
headline-line: EVE OF RESIGNATION xyxy=(895,1596,1051,1613)
deck: Estimated that Damage of $300,000 Has Been Done to the City. xyxy=(375,154,526,199)
ad-text: It is just about impossible to be sick when the bowels are right and not possible to be well when they are wrong. Through its action on the bowels, xyxy=(1078,1051,1217,1108)
article-paragraph: Clear Lake, Nov. 21.—Kidnapped from home, gagged and bound and hidden in barns and holes until search for him ended, a six year old boy has told a startling tale to Mrs. Almeda Hedges of this city. xyxy=(370,1841,531,1918)
editorial-paragraph: A New York broker who "hastily wrote" for $210,000 is now reflecting at leisure in jail, charged with forgery. xyxy=(198,535,358,573)
filler-line: Every sixty-ninth birth is twins. xyxy=(40,1651,172,1663)
ad-title: AGAINST THE STORM THERE IS NO PROTECTION IN THE WORLD LIKE TOWER'S SLICKERS xyxy=(1070,1287,1229,1522)
separator xyxy=(198,361,358,362)
article-paragraph: At a Kansas county fair was a family that would have gladdened Mr. Roosevelt's heart. The man went up to a tent where an ox was on exhibition, and stared wistfully at the animal. "I'll like to go in there," he said to the keeper, "but I would be mean to go in without my family, and I cannot afford to pay for my wife and seventeen children." The keeper stared at him in astonishment. "Are all those your children?" he asked. "Every one," said the man. "Wait a minute," said the keeper, "I'll bring the ox out and let him see you." xyxy=(1064,833,1231,1025)
headline-line: SECRETARY SHAW TO xyxy=(544,40,704,56)
editorial-paragraph: A woman in Connecticut looked under her bed for ten long years before she found a man there. And then she had him arrested! xyxy=(198,909,358,960)
